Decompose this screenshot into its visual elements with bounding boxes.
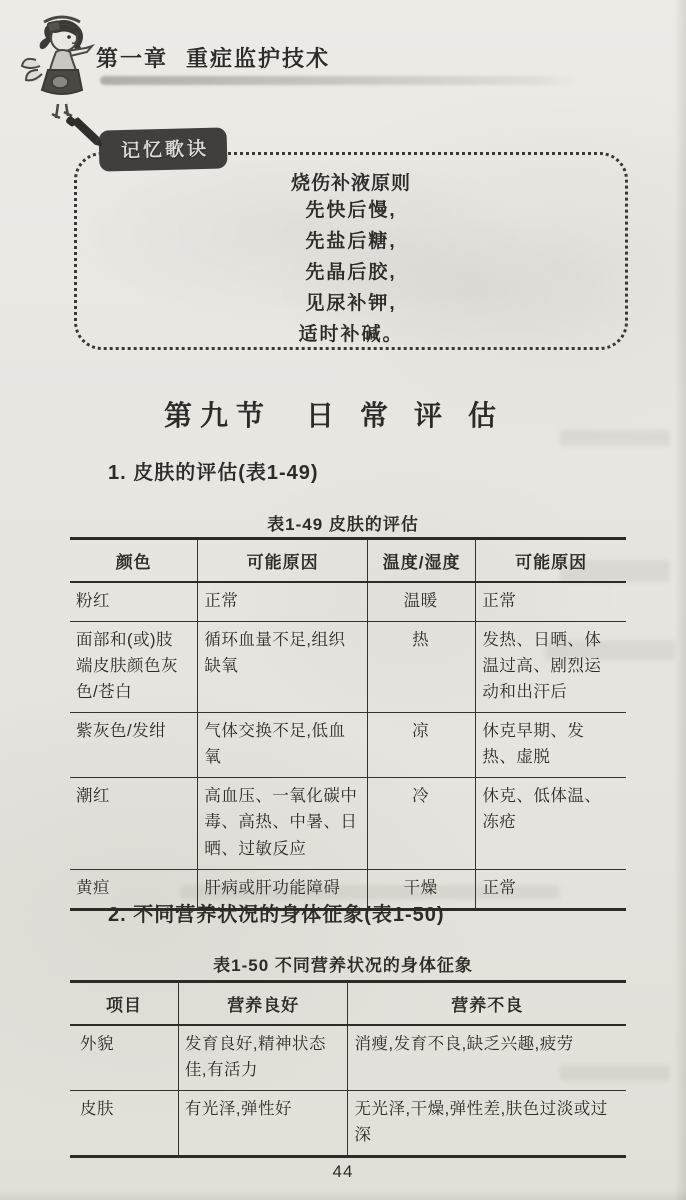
table-cell: 外貌 (70, 1025, 178, 1091)
rhyme-title: 烧伤补液原则 (290, 173, 411, 194)
rhyme-line: 适时补碱。 (298, 324, 404, 345)
table-row (70, 622, 626, 713)
rhyme-line: 见尿补钾, (305, 293, 397, 314)
memory-rhyme-box (74, 138, 628, 350)
rhyme-line: 先晶后胶, (305, 262, 397, 283)
table-row (70, 1025, 626, 1091)
chapter-header (96, 42, 330, 73)
table-cell: 有光泽,弹性好 (178, 1091, 348, 1157)
nutrition-signs-table (70, 980, 626, 1158)
table-cell: 发热、日晒、体温过高、剧烈运动和出汗后 (476, 622, 626, 713)
column-header: 可能原因 (476, 539, 626, 583)
section-number: 第九节 (163, 401, 272, 432)
memory-rhyme-badge-label: 记忆歌诀 (120, 138, 210, 163)
column-header: 可能原因 (198, 539, 368, 583)
table-row (70, 713, 626, 778)
table-cell: 循环血量不足,组织缺氧 (198, 622, 368, 713)
table-cell: 消瘦,发育不良,缺乏兴趣,疲劳 (348, 1025, 626, 1091)
table-header-row (70, 539, 626, 583)
table-cell: 无光泽,干燥,弹性差,肤色过淡或过深 (348, 1091, 626, 1157)
scan-edge-shadow-bottom (0, 1190, 686, 1200)
rhyme-line: 先盐后糖, (305, 231, 397, 252)
subsection-heading-2: 2. 不同营养状况的身体征象(表1-50) (108, 904, 445, 926)
table-row (70, 1091, 626, 1157)
table-cell: 黄疸 (70, 869, 198, 909)
table-caption-1: 表1-49 皮肤的评估 (267, 515, 419, 534)
column-header: 营养不良 (348, 982, 626, 1026)
table-caption-2: 表1-50 不同营养状况的身体征象 (213, 956, 473, 975)
table-cell: 热 (367, 622, 475, 713)
column-header: 项目 (70, 982, 178, 1026)
column-header: 颜色 (70, 539, 198, 583)
table-cell: 紫灰色/发绀 (70, 713, 198, 778)
chapter-title: 重症监护技术 (186, 46, 331, 71)
table-cell: 温暖 (367, 582, 475, 622)
table-row (70, 778, 626, 869)
header-underline-smudge (100, 76, 580, 85)
memory-rhyme-badge (98, 127, 227, 171)
skin-assessment-table (70, 537, 626, 911)
pen-icon (64, 115, 105, 156)
section-title (0, 394, 686, 434)
table-header-row (70, 982, 626, 1026)
table-cell: 休克、低体温、冻疮 (476, 778, 626, 869)
table-cell: 发育良好,精神状态佳,有活力 (178, 1025, 348, 1091)
table-row (70, 582, 626, 622)
table-cell: 面部和(或)肢端皮肤颜色灰色/苍白 (70, 622, 198, 713)
table-cell: 凉 (367, 713, 475, 778)
table-cell: 冷 (367, 778, 475, 869)
section-name: 日常评估 (306, 401, 523, 432)
table-cell: 肝病或肝功能障碍 (198, 869, 368, 909)
table-cell: 正常 (198, 582, 368, 622)
table-cell: 气体交换不足,低血氧 (198, 713, 368, 778)
subsection-heading-1: 1. 皮肤的评估(表1-49) (108, 462, 319, 484)
table-cell: 潮红 (70, 778, 198, 869)
table-cell: 干燥 (367, 869, 475, 909)
column-header: 温度/湿度 (367, 539, 475, 583)
table-cell: 休克早期、发热、虚脱 (476, 713, 626, 778)
rhyme-line: 先快后慢, (305, 200, 397, 221)
table-cell: 高血压、一氧化碳中毒、高热、中暑、日晒、过敏反应 (198, 778, 368, 869)
table-cell: 皮肤 (70, 1091, 178, 1157)
scan-edge-shadow-right (674, 0, 686, 1200)
table-cell: 正常 (476, 869, 626, 909)
page-number: 44 (332, 1162, 354, 1181)
table-cell: 正常 (476, 582, 626, 622)
table-cell: 粉红 (70, 582, 198, 622)
chapter-number: 第一章 (96, 46, 169, 71)
column-header: 营养良好 (178, 982, 348, 1026)
